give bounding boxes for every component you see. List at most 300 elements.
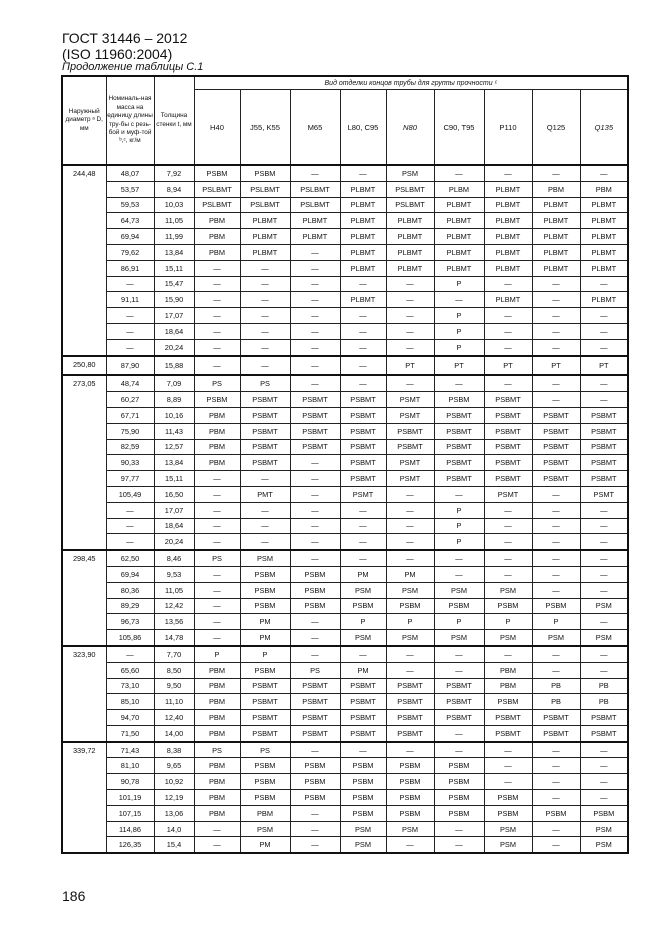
finish-cell: PS [194, 742, 240, 758]
finish-cell: PLBMT [240, 244, 290, 260]
finish-cell: PSBMT [240, 678, 290, 694]
finish-cell: PLBMT [580, 244, 628, 260]
finish-cell: — [340, 308, 386, 324]
finish-cell: PSBMT [290, 678, 340, 694]
finish-cell: PSBMT [532, 725, 580, 741]
table-row [62, 805, 628, 821]
finish-cell: — [340, 502, 386, 518]
thickness-cell: 12,42 [154, 598, 194, 614]
finish-cell: PSLBMT [290, 197, 340, 213]
diameter-cell: 250,80 [62, 356, 106, 376]
finish-cell: PSBMT [580, 407, 628, 423]
finish-cell: PSBMT [580, 725, 628, 741]
finish-cell: PSM [484, 821, 532, 837]
table-row [62, 646, 628, 662]
finish-cell: PBM [194, 407, 240, 423]
finish-cell: — [580, 323, 628, 339]
mass-cell: — [106, 518, 154, 534]
finish-cell: — [484, 742, 532, 758]
table-row [62, 582, 628, 598]
finish-cell: — [434, 662, 484, 678]
table-row [62, 439, 628, 455]
mass-cell: 101,19 [106, 790, 154, 806]
finish-cell: — [240, 323, 290, 339]
finish-cell: PSBM [340, 598, 386, 614]
finish-cell: PSBMT [434, 710, 484, 726]
finish-cell: — [532, 662, 580, 678]
finish-cell: — [340, 550, 386, 566]
mass-cell: 107,15 [106, 805, 154, 821]
finish-cell: PSBM [240, 790, 290, 806]
finish-cell: PLBMT [532, 197, 580, 213]
table-row [62, 356, 628, 376]
finish-cell: — [532, 582, 580, 598]
finish-cell: PSBMT [434, 694, 484, 710]
finish-cell: — [194, 821, 240, 837]
finish-cell: PLBMT [340, 181, 386, 197]
finish-cell: — [340, 356, 386, 376]
finish-cell: PLBMT [434, 260, 484, 276]
mass-cell: 71,43 [106, 742, 154, 758]
mass-cell: 53,57 [106, 181, 154, 197]
thickness-cell: 15,90 [154, 292, 194, 308]
table-row [62, 229, 628, 245]
finish-cell: PSLBMT [240, 197, 290, 213]
finish-cell: PBM [194, 229, 240, 245]
finish-cell: PSM [240, 550, 290, 566]
thickness-cell: 8,46 [154, 550, 194, 566]
finish-cell: PLBMT [532, 213, 580, 229]
standard-number: ГОСТ 31446 – 2012 [62, 30, 188, 46]
finish-cell: PM [340, 566, 386, 582]
finish-cell: — [240, 292, 290, 308]
finish-cell: — [532, 742, 580, 758]
table-row [62, 725, 628, 741]
header-diameter: Наружный диаметр ᵃ D, мм [62, 76, 106, 165]
finish-cell: PS [194, 375, 240, 391]
table-row [62, 323, 628, 339]
finish-cell: PSBMT [240, 455, 290, 471]
finish-cell: PSBM [340, 774, 386, 790]
finish-cell: — [532, 790, 580, 806]
mass-cell: 67,71 [106, 407, 154, 423]
finish-cell: — [484, 550, 532, 566]
finish-cell: — [240, 502, 290, 518]
finish-cell: PSMT [340, 486, 386, 502]
finish-cell: PSBMT [386, 725, 434, 741]
finish-cell: PSBM [290, 566, 340, 582]
finish-cell: — [290, 165, 340, 181]
finish-cell: PSBMT [386, 423, 434, 439]
thickness-cell: 11,05 [154, 213, 194, 229]
finish-cell: — [580, 550, 628, 566]
finish-cell: — [194, 582, 240, 598]
finish-cell: PLBMT [484, 213, 532, 229]
finish-cell: PM [240, 614, 290, 630]
finish-cell: — [580, 339, 628, 355]
finish-cell: PSBMT [340, 471, 386, 487]
finish-cell: — [290, 630, 340, 646]
finish-cell: — [290, 518, 340, 534]
mass-cell: 65,60 [106, 662, 154, 678]
finish-cell: — [194, 502, 240, 518]
finish-cell: PSMT [484, 486, 532, 502]
finish-cell: PSM [484, 630, 532, 646]
finish-cell: — [290, 837, 340, 853]
finish-cell: PSBM [340, 805, 386, 821]
finish-cell: — [340, 742, 386, 758]
finish-cell: PSM [484, 582, 532, 598]
finish-cell: PSMT [386, 471, 434, 487]
finish-cell: — [290, 339, 340, 355]
finish-cell: PSMT [386, 392, 434, 408]
finish-cell: PBM [240, 805, 290, 821]
finish-cell: — [290, 614, 340, 630]
finish-cell: P [434, 339, 484, 355]
mass-cell: 81,10 [106, 758, 154, 774]
finish-cell: PSBMT [386, 694, 434, 710]
thickness-cell: 9,53 [154, 566, 194, 582]
finish-cell: — [240, 534, 290, 550]
finish-cell: PSBM [240, 165, 290, 181]
finish-cell: — [386, 375, 434, 391]
finish-cell: P [194, 646, 240, 662]
finish-cell: PBM [194, 774, 240, 790]
finish-cell: PSBMT [580, 455, 628, 471]
finish-cell: PBM [194, 213, 240, 229]
finish-cell: PSM [434, 582, 484, 598]
finish-cell: — [240, 260, 290, 276]
finish-cell: — [290, 455, 340, 471]
mass-cell: — [106, 339, 154, 355]
finish-cell: PBM [194, 725, 240, 741]
table-row [62, 213, 628, 229]
diameter-cell: 273,05 [62, 375, 106, 550]
finish-cell: PSBMT [386, 710, 434, 726]
finish-cell: PLBMT [386, 229, 434, 245]
finish-cell: PLBMT [484, 181, 532, 197]
finish-cell: — [290, 550, 340, 566]
finish-cell: — [194, 471, 240, 487]
thickness-cell: 11,10 [154, 694, 194, 710]
table-row [62, 758, 628, 774]
thickness-cell: 13,84 [154, 455, 194, 471]
mass-cell: — [106, 323, 154, 339]
thickness-cell: 14,0 [154, 821, 194, 837]
thickness-cell: 8,89 [154, 392, 194, 408]
finish-cell: — [580, 566, 628, 582]
finish-cell: PB [580, 678, 628, 694]
finish-cell: PSBM [340, 758, 386, 774]
finish-cell: PT [580, 356, 628, 376]
mass-cell: 97,77 [106, 471, 154, 487]
finish-cell: PLBMT [434, 213, 484, 229]
table-row [62, 774, 628, 790]
finish-cell: PLBMT [290, 229, 340, 245]
finish-cell: PLBMT [484, 197, 532, 213]
finish-cell: PSM [340, 837, 386, 853]
table-row [62, 276, 628, 292]
finish-cell: — [340, 165, 386, 181]
finish-cell: PSBMT [340, 423, 386, 439]
finish-cell: — [386, 518, 434, 534]
diameter-cell: 339,72 [62, 742, 106, 854]
finish-cell: — [194, 534, 240, 550]
finish-cell: PSLBMT [194, 197, 240, 213]
finish-cell: — [194, 518, 240, 534]
finish-cell: — [484, 774, 532, 790]
finish-cell: PSBMT [532, 423, 580, 439]
finish-cell: — [386, 550, 434, 566]
table-row [62, 292, 628, 308]
finish-cell: PSBM [194, 165, 240, 181]
finish-cell: PSBM [386, 598, 434, 614]
table-row [62, 710, 628, 726]
mass-cell: — [106, 502, 154, 518]
finish-cell: PSBMT [240, 710, 290, 726]
finish-cell: — [290, 534, 340, 550]
table-row [62, 518, 628, 534]
finish-cell: PLBMT [580, 197, 628, 213]
finish-cell: PBM [194, 805, 240, 821]
finish-cell: PSBM [240, 566, 290, 582]
finish-cell: PSBM [290, 790, 340, 806]
finish-cell: — [290, 308, 340, 324]
finish-cell: — [194, 614, 240, 630]
finish-cell: — [434, 165, 484, 181]
thickness-cell: 8,94 [154, 181, 194, 197]
finish-cell: — [580, 582, 628, 598]
thickness-cell: 10,03 [154, 197, 194, 213]
finish-cell: PBM [194, 439, 240, 455]
finish-cell: P [434, 323, 484, 339]
finish-cell: — [386, 662, 434, 678]
finish-cell: PSBMT [532, 439, 580, 455]
finish-cell: PBM [484, 678, 532, 694]
finish-cell: PSM [580, 598, 628, 614]
finish-cell: — [580, 774, 628, 790]
finish-cell: PMT [240, 486, 290, 502]
finish-cell: PBM [194, 710, 240, 726]
finish-cell: PSBM [290, 598, 340, 614]
finish-cell: PBM [194, 694, 240, 710]
finish-cell: PSBMT [340, 678, 386, 694]
finish-cell: — [240, 356, 290, 376]
finish-cell: — [434, 837, 484, 853]
table-row [62, 630, 628, 646]
finish-cell: — [580, 276, 628, 292]
mass-cell: 64,73 [106, 213, 154, 229]
thickness-cell: 12,19 [154, 790, 194, 806]
finish-cell: PSBMT [340, 455, 386, 471]
thickness-cell: 13,84 [154, 244, 194, 260]
finish-cell: — [580, 165, 628, 181]
mass-cell: 73,10 [106, 678, 154, 694]
table-row [62, 260, 628, 276]
finish-cell: PSLBMT [194, 181, 240, 197]
finish-cell: P [484, 614, 532, 630]
thickness-cell: 7,09 [154, 375, 194, 391]
finish-cell: PS [240, 742, 290, 758]
finish-cell: — [386, 339, 434, 355]
header-grade: P110 [484, 90, 532, 166]
finish-cell: — [434, 550, 484, 566]
finish-cell: PBM [194, 758, 240, 774]
finish-cell: PSBMT [290, 407, 340, 423]
finish-cell: — [532, 758, 580, 774]
finish-cell: PB [532, 678, 580, 694]
finish-cell: PSBM [240, 582, 290, 598]
finish-cell: PSBMT [532, 710, 580, 726]
finish-cell: — [532, 339, 580, 355]
finish-cell: PSBMT [240, 423, 290, 439]
finish-cell: PLBMT [386, 244, 434, 260]
finish-cell: PLBMT [580, 260, 628, 276]
finish-cell: — [532, 821, 580, 837]
finish-cell: PSBMT [240, 694, 290, 710]
diameter-cell: 323,90 [62, 646, 106, 742]
finish-cell: PSMT [580, 486, 628, 502]
finish-cell: — [580, 502, 628, 518]
finish-cell: PSBMT [484, 725, 532, 741]
finish-cell: — [532, 837, 580, 853]
finish-cell: PSM [580, 821, 628, 837]
table-row [62, 837, 628, 853]
mass-cell: 105,86 [106, 630, 154, 646]
finish-cell: PBM [194, 662, 240, 678]
finish-cell: PLBMT [340, 292, 386, 308]
finish-cell: — [290, 471, 340, 487]
finish-cell: — [194, 598, 240, 614]
finish-cell: — [290, 375, 340, 391]
mass-cell: 79,62 [106, 244, 154, 260]
thickness-cell: 16,50 [154, 486, 194, 502]
finish-cell: P [434, 308, 484, 324]
finish-cell: — [240, 308, 290, 324]
finish-cell: PSBMT [240, 725, 290, 741]
finish-cell: — [532, 308, 580, 324]
thickness-cell: 17,07 [154, 308, 194, 324]
table-row [62, 694, 628, 710]
finish-cell: PSBM [340, 790, 386, 806]
finish-cell: PSBMT [340, 407, 386, 423]
finish-cell: — [580, 758, 628, 774]
mass-cell: — [106, 646, 154, 662]
finish-cell: PSBMT [580, 423, 628, 439]
finish-cell: PSBMT [434, 455, 484, 471]
table-row [62, 308, 628, 324]
finish-cell: PSBMT [290, 439, 340, 455]
thickness-cell: 13,06 [154, 805, 194, 821]
finish-cell: — [580, 646, 628, 662]
finish-cell: PSBMT [240, 439, 290, 455]
thickness-cell: 8,50 [154, 662, 194, 678]
table-row [62, 423, 628, 439]
finish-cell: — [580, 392, 628, 408]
finish-cell: PSBM [434, 758, 484, 774]
finish-cell: P [434, 518, 484, 534]
finish-cell: PLBMT [580, 292, 628, 308]
finish-cell: PLBMT [340, 244, 386, 260]
table-caption: Продолжение таблицы С.1 [62, 61, 204, 73]
finish-cell: PSBMT [580, 710, 628, 726]
finish-cell: — [532, 165, 580, 181]
finish-cell: PS [240, 375, 290, 391]
finish-cell: PSM [532, 630, 580, 646]
finish-cell: — [386, 308, 434, 324]
finish-cell: PSLBMT [386, 197, 434, 213]
mass-cell: 90,33 [106, 455, 154, 471]
thickness-cell: 18,64 [154, 323, 194, 339]
finish-cell: PSBM [434, 805, 484, 821]
mass-cell: 62,50 [106, 550, 154, 566]
finish-cell: PSBMT [434, 471, 484, 487]
finish-cell: — [580, 518, 628, 534]
mass-cell: 75,90 [106, 423, 154, 439]
finish-cell: PM [240, 630, 290, 646]
finish-cell: P [434, 534, 484, 550]
finish-cell: PSM [340, 630, 386, 646]
finish-cell: PSMT [386, 455, 434, 471]
finish-cell: PT [484, 356, 532, 376]
finish-cell: PSBM [386, 758, 434, 774]
finish-cell: — [290, 646, 340, 662]
finish-cell: PS [290, 662, 340, 678]
finish-cell: PLBMT [580, 229, 628, 245]
header-mass: Номиналь-ная масса на единицу длины тру-бы с резь-бой и муф-той ᵇ,ᶜ, кг/м [106, 76, 154, 165]
finish-cell: — [434, 742, 484, 758]
finish-cell: PLBMT [532, 260, 580, 276]
finish-cell: PSBM [580, 805, 628, 821]
mass-cell: 59,53 [106, 197, 154, 213]
thickness-cell: 10,16 [154, 407, 194, 423]
finish-cell: PSM [386, 630, 434, 646]
thickness-cell: 12,40 [154, 710, 194, 726]
header-grade: H40 [194, 90, 240, 166]
finish-cell: P [434, 614, 484, 630]
finish-cell: — [290, 356, 340, 376]
finish-cell: PSBMT [290, 694, 340, 710]
mass-cell: 126,35 [106, 837, 154, 853]
table-row [62, 550, 628, 566]
finish-cell: PSBMT [484, 710, 532, 726]
finish-cell: PLBMT [532, 229, 580, 245]
thickness-cell: 15,47 [154, 276, 194, 292]
mass-cell: 86,91 [106, 260, 154, 276]
diameter-cell: 244,48 [62, 165, 106, 356]
thickness-cell: 12,57 [154, 439, 194, 455]
thickness-cell: 8,38 [154, 742, 194, 758]
finish-cell: PBM [194, 678, 240, 694]
finish-cell: PSBMT [340, 694, 386, 710]
finish-cell: — [580, 375, 628, 391]
finish-cell: — [532, 323, 580, 339]
iso-reference: (ISO 11960:2004) [62, 46, 173, 62]
finish-cell: PBM [484, 662, 532, 678]
table-row [62, 407, 628, 423]
header-grade: J55, K55 [240, 90, 290, 166]
finish-cell: PBM [532, 181, 580, 197]
finish-cell: — [240, 276, 290, 292]
header-grade: Q125 [532, 90, 580, 166]
finish-cell: PSM [580, 630, 628, 646]
table-row [62, 502, 628, 518]
finish-cell: — [240, 339, 290, 355]
finish-cell: PSBMT [386, 678, 434, 694]
finish-cell: PSM [340, 582, 386, 598]
finish-cell: PSBMT [340, 710, 386, 726]
finish-cell: PT [386, 356, 434, 376]
